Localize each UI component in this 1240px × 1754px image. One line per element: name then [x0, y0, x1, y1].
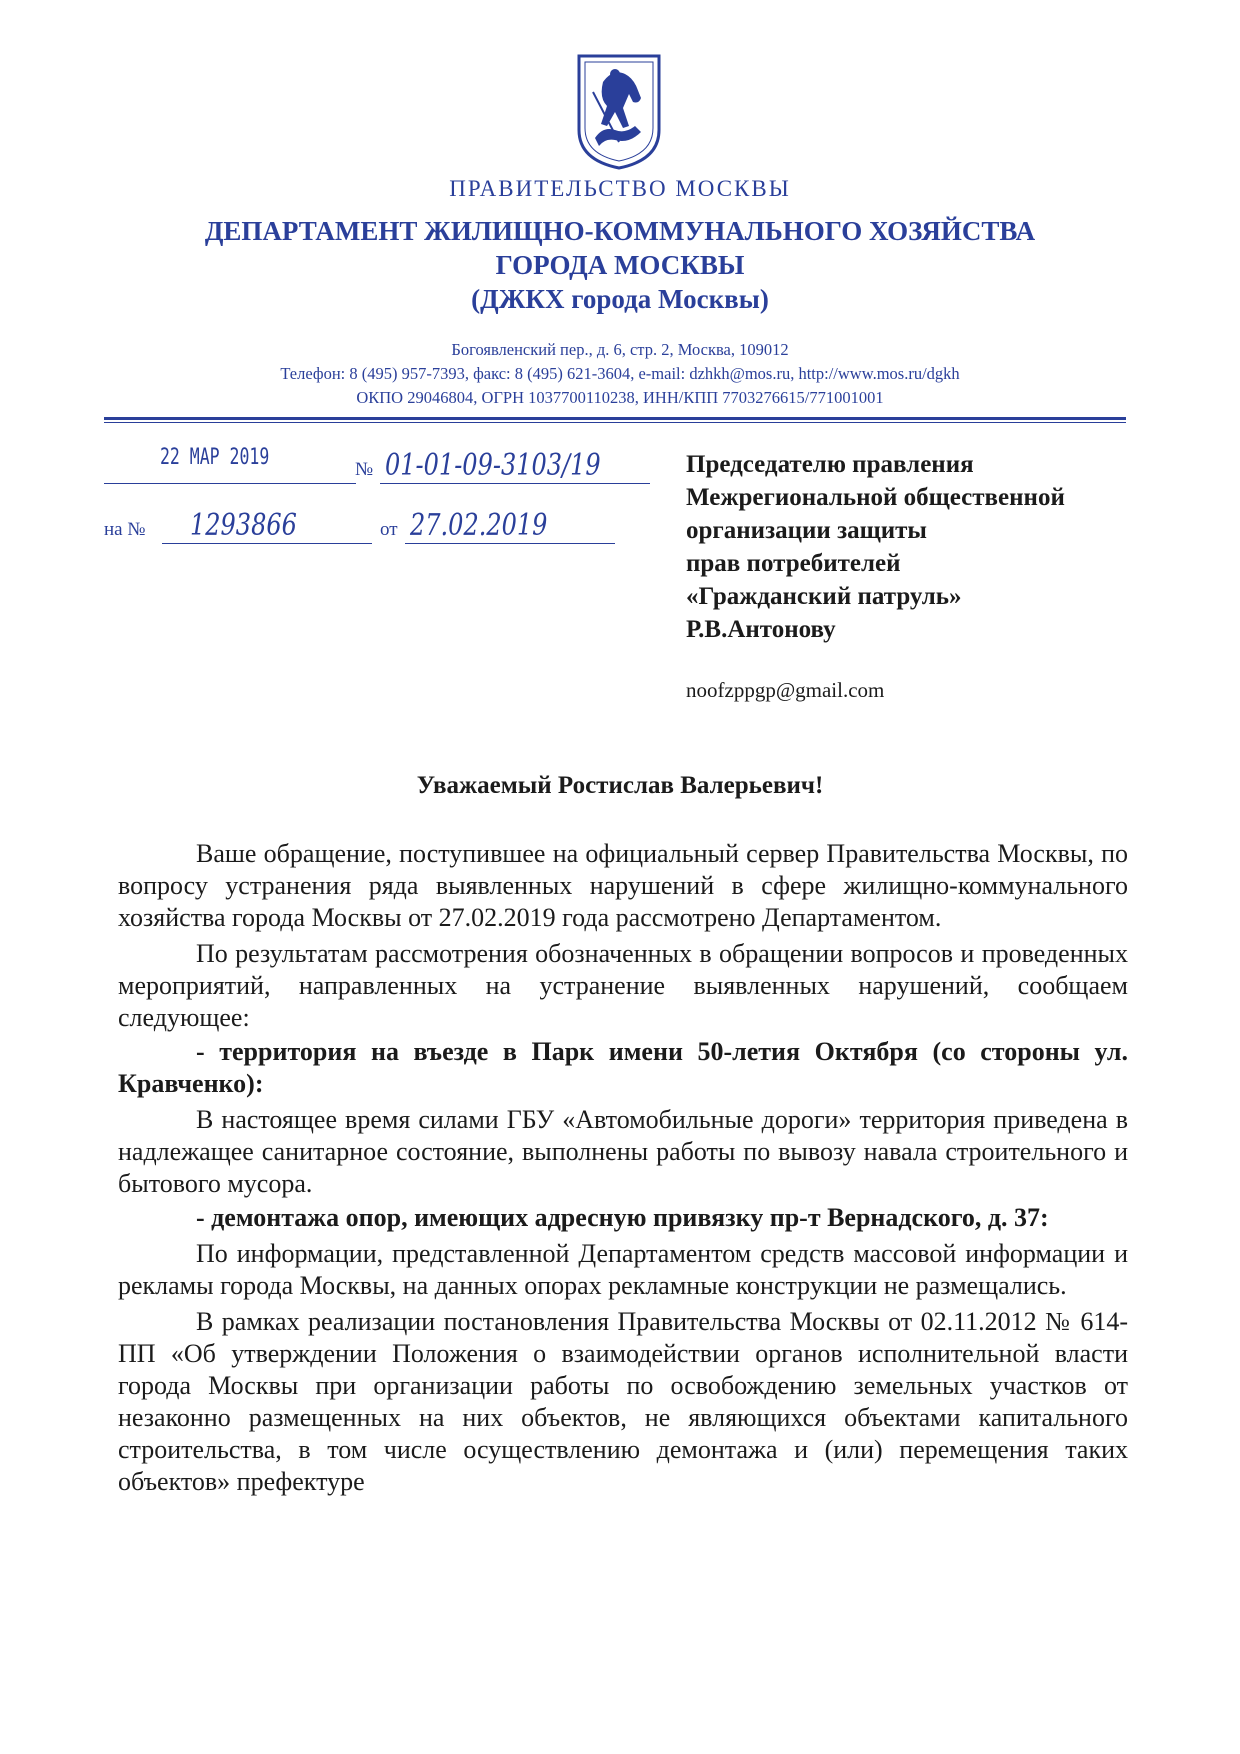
- addressee-email: noofzppgp@gmail.com: [686, 678, 885, 702]
- reference-number-underline: [162, 543, 372, 544]
- registration-number: 01-01-09-3103/19: [385, 448, 601, 483]
- addressee-line: Р.В.Антонову: [686, 616, 836, 643]
- reference-date-label: от: [380, 519, 398, 540]
- reference-number-label: на №: [104, 519, 146, 540]
- addressee-line: «Гражданский патруль»: [686, 583, 962, 610]
- salutation: Уважаемый Ростислав Валерьевич!: [416, 772, 824, 799]
- reference-date: 27.02.2019: [410, 508, 548, 543]
- registration-date-underline: [104, 483, 356, 484]
- paragraph: В настоящее время силами ГБУ «Автомобильные дороги» территория приведена в надлежащее санитарное состояние, выполнены работы по вывозу навала строительного и бытового мусора.: [118, 1105, 1128, 1198]
- letter-body: [118, 838, 1128, 1498]
- department-title-line2: ГОРОДА МОСКВЫ: [495, 250, 745, 280]
- paragraph: По результатам рассмотрения обозначенных в обращении вопросов и проведенных мероприятий, направленных на устранение выявленных нарушений, сообщаем следующее:: [118, 939, 1128, 1032]
- reference-number: 1293866: [190, 508, 297, 543]
- addressee-block: [686, 448, 1065, 646]
- department-address: Богоявленский пер., д. 6, стр. 2, Москва, 109012: [451, 340, 789, 359]
- paragraph: В рамках реализации постановления Правительства Москвы от 02.11.2012 № 614-ПП «Об утверждении Положения о взаимодействии органов исполнительной власти города Москвы при организации работы по освобождению земельных участков от незаконно размещенных на них объектов, не являющихся объектами капитального строительства, в том числе осуществлению демонтажа и (или) перемещения таких объектов» префектуре: [118, 1307, 1128, 1496]
- department-short-name: (ДЖКХ города Москвы): [471, 284, 769, 314]
- government-title: ПРАВИТЕЛЬСТВО МОСКВЫ: [449, 176, 791, 201]
- department-title-line1: ДЕПАРТАМЕНТ ЖИЛИЩНО-КОММУНАЛЬНОГО ХОЗЯЙСТВА: [204, 216, 1036, 246]
- department-contacts: Телефон: 8 (495) 957-7393, факс: 8 (495) 621-3604, e-mail: dzhkh@mos.ru, http://www.mos.ru/dgkh: [280, 364, 960, 383]
- moscow-coat-of-arms-icon: [575, 52, 663, 170]
- addressee-line: Председателю правления: [686, 451, 974, 478]
- department-codes: ОКПО 29046804, ОГРН 1037700110238, ИНН/КПП 7703276615/771001001: [356, 388, 884, 407]
- section-heading: - демонтажа опор, имеющих адресную привязку пр-т Вернадского, д. 37:: [196, 1203, 1049, 1232]
- registration-number-underline: [380, 483, 650, 484]
- header-divider: [104, 417, 1126, 420]
- section-heading: - территория на въезде в Парк имени 50-летия Октября (со стороны ул. Кравченко):: [118, 1037, 1128, 1098]
- addressee-line: прав потребителей: [686, 550, 901, 577]
- registration-number-label: №: [355, 459, 374, 480]
- header-divider-thin: [104, 422, 1126, 423]
- paragraph: Ваше обращение, поступившее на официальный сервер Правительства Москвы, по вопросу устранения ряда выявленных нарушений в сфере жилищно-коммунального хозяйства города Москвы от 27.02.2019 года рассмотрено Департаментом.: [118, 839, 1128, 932]
- paragraph: По информации, представленной Департаментом средств массовой информации и рекламы города Москвы, на данных опорах рекламные конструкции не размещались.: [118, 1239, 1128, 1300]
- registration-date-stamp: 22 МАР 2019: [160, 445, 270, 470]
- reference-date-underline: [405, 543, 615, 544]
- addressee-line: организации защиты: [686, 517, 927, 544]
- addressee-line: Межрегиональной общественной: [686, 484, 1065, 511]
